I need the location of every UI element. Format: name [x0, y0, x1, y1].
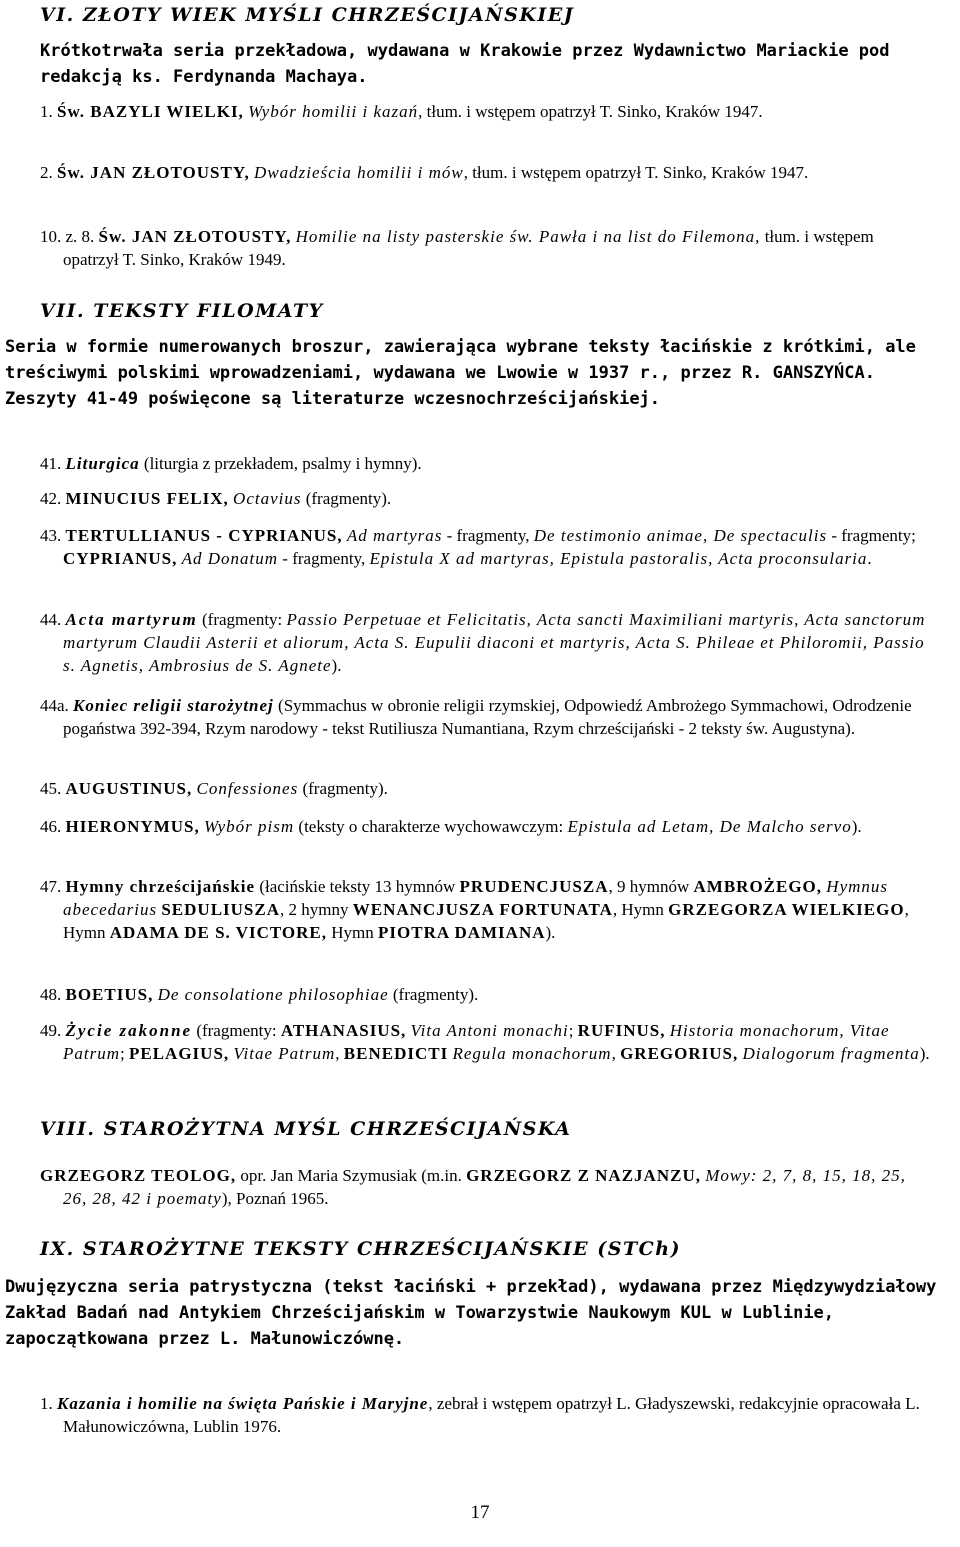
- entry-number: 2.: [40, 163, 53, 182]
- entry-title: Epistula X ad martyras, Epistula pastoralis, Acta proconsularia: [369, 549, 868, 568]
- entry-author: CYPRIANUS,: [63, 549, 178, 568]
- entry-author: GRZEGORZA WIELKIEGO: [668, 900, 905, 919]
- entry-details: , 9 hymnów: [608, 877, 694, 896]
- entry-title: Epistula ad Letam, De Malcho servo: [567, 817, 852, 836]
- entry-number: 45.: [40, 779, 62, 798]
- list-item: [40, 1164, 930, 1210]
- section-9-intro: Dwujęzyczna seria patrystyczna (tekst łaciński + przekład), wydawana przez Międzywydziałowy Zakład Badań nad Antykiem Chrześcijańskim w Towarzystwie Naukowym KUL w Lublinie, zapoczątkowana przez L. Małunowiczównę.: [5, 1277, 937, 1349]
- entry-author: GRZEGORZ TEOLOG,: [40, 1166, 237, 1185]
- entry-details: , tłum. i wstępem opatrzył T. Sinko, Kraków 1947.: [463, 163, 809, 182]
- section-7-intro: Seria w formie numerowanych broszur, zawierająca wybrane teksty łacińskie z krótkimi, ale treściwymi polskimi wprowadzeniami, wydawana we Lwowie w 1937 r., przez R. GANSZYŃCA. Zeszyty 41-49 poświęcone są literaturze wczesnochrześcijańskiej.: [5, 337, 916, 409]
- entry-details: ;: [120, 1044, 129, 1063]
- list-item: [40, 875, 930, 944]
- entry-title: Liturgica: [65, 454, 140, 473]
- entry-details: (fragmenty).: [301, 489, 392, 508]
- list-item: [40, 524, 930, 570]
- entry-number: 10. z. 8.: [40, 227, 95, 246]
- entry-title: Historia monachorum, Vitae Patrum: [63, 1021, 890, 1063]
- entry-title: Hymny chrześcijańskie: [65, 877, 256, 896]
- entry-number: 42.: [40, 489, 62, 508]
- entry-title: Życie zakonne: [65, 1021, 193, 1040]
- entry-title: Confessiones: [196, 779, 299, 798]
- entry-title: Kazania i homilie na święta Pańskie i Maryjne: [57, 1394, 429, 1413]
- entry-details: ).: [851, 817, 862, 836]
- entry-details: Hymn: [327, 923, 379, 942]
- list-item: [40, 815, 930, 838]
- entry-title: Ad Donatum: [181, 549, 279, 568]
- entry-author: BENEDICTI: [343, 1044, 449, 1063]
- entry-title: Hymnus abecedarius: [63, 877, 889, 919]
- entry-number: 41.: [40, 454, 62, 473]
- list-item: [40, 1392, 930, 1438]
- entry-author: AUGUSTINUS,: [65, 779, 193, 798]
- list-item: [40, 1019, 930, 1065]
- entry-number: 1.: [40, 1394, 53, 1413]
- entry-details: ,: [611, 1044, 621, 1063]
- entry-details: ).: [331, 656, 342, 675]
- list-item: [40, 694, 930, 740]
- list-item: [40, 161, 930, 184]
- entry-details: (fragmenty).: [298, 779, 388, 798]
- entry-title: Mowy: 2, 7, 8, 15, 18, 25, 26, 28, 42 i poematy: [63, 1166, 906, 1208]
- entry-title: Ad martyras: [346, 526, 443, 545]
- entry-details: , tłum. i wstępem opatrzył T. Sinko, Kraków 1947.: [418, 102, 763, 121]
- entry-details: ;: [568, 1021, 578, 1040]
- entry-author: HIERONYMUS,: [65, 817, 200, 836]
- entry-title: De testimonio animae, De spectaculis: [533, 526, 828, 545]
- entry-details: (łacińskie teksty 13 hymnów: [255, 877, 460, 896]
- entry-author: Św. JAN ZŁOTOUSTY,: [98, 227, 292, 246]
- entry-details: (liturgia z przekładem, psalmy i hymny).: [139, 454, 422, 473]
- entry-details: , Hymn: [612, 900, 669, 919]
- entry-details: (Symmachus w obronie religii rzymskiej, Odpowiedź Ambrożego Symmachowi, Odrodzenie pogaństwa 392-394, Rzym narodowy - tekst Rutiliusza Numantiana, Rzym chrześcijański - 2 teksty św. Augustyna).: [63, 696, 912, 738]
- entry-number: 49.: [40, 1021, 62, 1040]
- entry-title: Dwadzieścia homilii i mów: [254, 163, 464, 182]
- entry-title: Koniec religii starożytnej: [73, 696, 274, 715]
- section-6-heading: VI. ZŁOTY WIEK MYŚLI CHRZEŚCIJAŃSKIEJ: [40, 4, 575, 26]
- entry-title: Octavius: [233, 489, 302, 508]
- entry-number: 44.: [40, 610, 62, 629]
- entry-title: Dialogorum fragmenta: [742, 1044, 920, 1063]
- entry-details: - fragmenty,: [442, 526, 534, 545]
- section-7-heading: VII. TEKSTY FILOMATY: [40, 300, 324, 322]
- entry-title: Homilie na listy pasterskie św. Pawła i na list do Filemona,: [295, 227, 761, 246]
- entry-title: Wybór pism: [204, 817, 295, 836]
- list-item: [40, 452, 930, 475]
- entry-title: Vita Antoni monachi: [410, 1021, 569, 1040]
- entry-details: , 2 hymny: [280, 900, 353, 919]
- entry-details: ), Poznań 1965.: [221, 1189, 329, 1208]
- entry-details: , zebrał i wstępem opatrzył L. Gładyszewski, redakcyjnie opracowała L. Małunowiczówna, Lublin 1976.: [63, 1394, 920, 1436]
- entry-author: AMBROŻEGO,: [693, 877, 823, 896]
- entry-number: 46.: [40, 817, 62, 836]
- entry-author: PRUDENCJUSZA: [459, 877, 609, 896]
- entry-details: (teksty o charakterze wychowawczym:: [294, 817, 568, 836]
- entry-title: Wybór homilii i kazań: [248, 102, 419, 121]
- entry-author: GREGORIUS,: [620, 1044, 739, 1063]
- entry-number: 43.: [40, 526, 62, 545]
- entry-details: ).: [919, 1044, 930, 1063]
- section-8-heading: VIII. STAROŻYTNA MYŚL CHRZEŚCIJAŃSKA: [40, 1118, 572, 1140]
- entry-title: De consolatione philosophiae: [157, 985, 389, 1004]
- entry-details: , Hymn: [63, 900, 909, 942]
- entry-author: TERTULLIANUS - CYPRIANUS,: [65, 526, 343, 545]
- list-item: [40, 100, 930, 123]
- entry-number: 48.: [40, 985, 62, 1004]
- entry-author: WENANCJUSZA FORTUNATA: [352, 900, 613, 919]
- entry-title: Regula monachorum: [452, 1044, 612, 1063]
- entry-author: MINUCIUS FELIX,: [65, 489, 229, 508]
- entry-author: GRZEGORZ Z NAZJANZU,: [466, 1166, 701, 1185]
- list-item: [40, 487, 930, 510]
- entry-details: (fragmenty:: [192, 1021, 281, 1040]
- entry-author: PELAGIUS,: [128, 1044, 230, 1063]
- list-item: [40, 608, 930, 677]
- entry-author: Św. JAN ZŁOTOUSTY,: [57, 163, 250, 182]
- entry-title: Vitae Patrum: [233, 1044, 336, 1063]
- entry-author: PIOTRA DAMIANA: [378, 923, 546, 942]
- entry-details: ).: [545, 923, 556, 942]
- entry-author: BOETIUS,: [65, 985, 154, 1004]
- entry-title: Passio Perpetuae et Felicitatis, Acta sancti Maximiliani martyris, Acta sanctorum martyrum Claudii Asterii et aliorum, Acta S. Eupulii diaconi et martyris, Acta S. Phileae et Philoromii, Passio s. Agnetis, Ambrosius de S. Agnete: [63, 610, 926, 675]
- entry-number: 44a.: [40, 696, 69, 715]
- entry-number: 47.: [40, 877, 62, 896]
- entry-author: ATHANASIUS,: [280, 1021, 407, 1040]
- entry-details: tłum. i wstępem opatrzył T. Sinko, Kraków 1949.: [63, 227, 874, 269]
- entry-details: - fragmenty,: [278, 549, 370, 568]
- entry-author: ADAMA DE S. VICTORE,: [109, 923, 328, 942]
- entry-number: 1.: [40, 102, 53, 121]
- entry-details: opr. Jan Maria Szymusiak (m.in.: [236, 1166, 467, 1185]
- page-number: 17: [470, 1502, 490, 1523]
- entry-details: ,: [335, 1044, 344, 1063]
- entry-author: SEDULIUSZA: [161, 900, 280, 919]
- entry-title: Acta martyrum: [65, 610, 198, 629]
- list-item: [40, 225, 930, 271]
- section-9-heading: IX. STAROŻYTNE TEKSTY CHRZEŚCIJAŃSKIE (STCh): [40, 1238, 682, 1260]
- entry-details: (fragmenty).: [388, 985, 479, 1004]
- entry-details: .: [867, 549, 872, 568]
- list-item: [40, 983, 930, 1006]
- entry-author: Św. BAZYLI WIELKI,: [57, 102, 244, 121]
- list-item: [40, 777, 930, 800]
- entry-author: RUFINUS,: [577, 1021, 666, 1040]
- section-6-intro: Krótkotrwała seria przekładowa, wydawana w Krakowie przez Wydawnictwo Mariackie pod redakcją ks. Ferdynanda Machaya.: [40, 41, 890, 87]
- entry-details: (fragmenty:: [197, 610, 287, 629]
- entry-details: - fragmenty;: [827, 526, 916, 545]
